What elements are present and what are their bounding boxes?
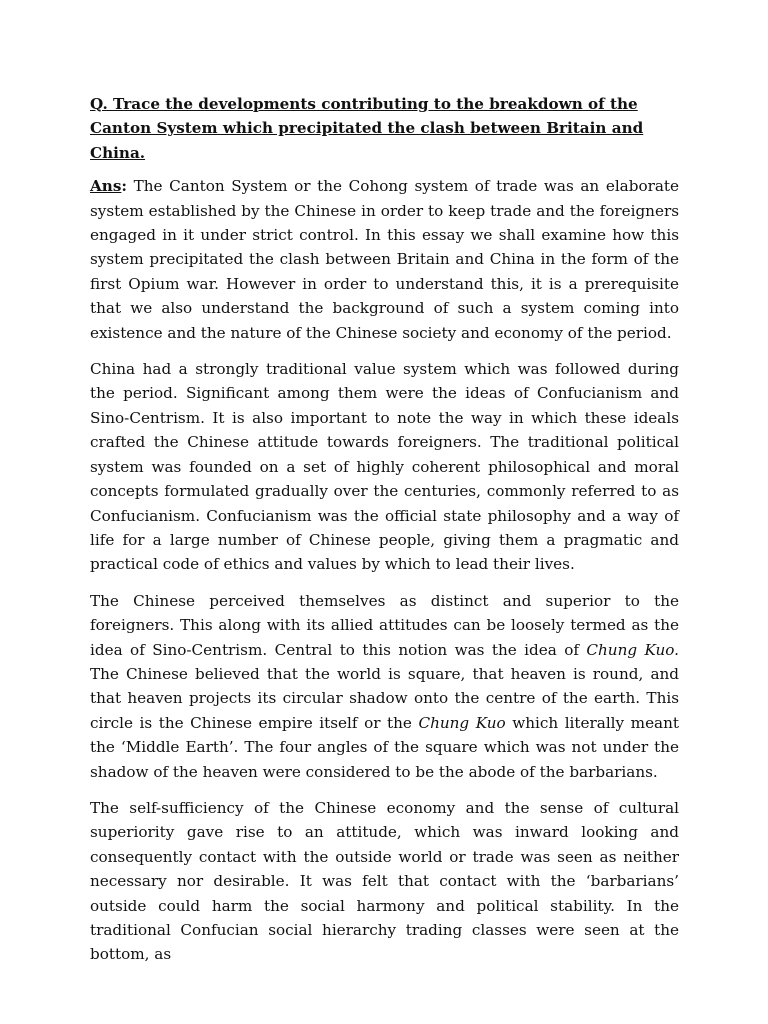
term-chung-kuo-1: Chung Kuo. xyxy=(586,640,680,659)
paragraph-sino-centrism xyxy=(90,589,679,784)
answer-colon: : xyxy=(121,177,127,196)
answer-paragraph-intro xyxy=(90,174,679,345)
answer-label: Ans xyxy=(90,177,122,196)
answer-intro-text: The Canton System or the Cohong system of trade was an elaborate system established by the Chinese in order to keep trade and the foreigners engaged in it under strict control. In this essay we shall examine how this system precipitated the clash between Britain and China in the form of the first Opium war. However in order to understand this, it is a prerequisite that we also understand the background of such a system coming into existence and the nature of the Chinese society and economy of the period. xyxy=(90,177,679,342)
paragraph-confucianism: China had a strongly traditional value system which was followed during the period. Significant among them were the ideas of Confucianism and Sino-Centrism. It is also important to note the way in which these ideals crafted the Chinese attitude towards foreigners. The traditional political system was founded on a set of highly coherent philosophical and moral concepts formulated gradually over the centuries, commonly referred to as Confucianism. Confucianism was the official state philosophy and a way of life for a large number of Chinese people, giving them a pragmatic and practical code of ethics and values by which to lead their lives. xyxy=(90,360,679,574)
question-heading: Q. Trace the developments contributing to the breakdown of the Canton System which precipitated the clash between Britain and China. xyxy=(90,95,644,162)
term-chung-kuo-2: Chung Kuo xyxy=(418,713,506,732)
paragraph-self-sufficiency: The self-sufficiency of the Chinese economy and the sense of cultural superiority gave rise to an attitude, which was inward looking and consequently contact with the outside world or trade was seen as neither necessary nor desirable. It was felt that contact with the ‘barbarians’ outside could harm the social harmony and political stability. In the traditional Confucian social hierarchy trading classes were seen at the bottom, as xyxy=(90,798,679,964)
sino-centrism-text-a: The Chinese perceived themselves as distinct and superior to the foreigners. This along with its allied attitudes can be loosely termed as the idea of Sino-Centrism. Central to this notion was the idea of xyxy=(90,591,679,659)
sino-centrism-text-b: The Chinese believed that the world is square, that heaven is round, and that heaven projects its circular shadow onto the centre of the earth. This circle is the Chinese empire itself or the xyxy=(90,664,679,732)
document-page xyxy=(90,92,679,979)
sino-centrism-text-c: which literally meant the ‘Middle Earth’. The four angles of the square which was not under the shadow of the heaven were considered to be the abode of the barbarians. xyxy=(90,713,679,781)
